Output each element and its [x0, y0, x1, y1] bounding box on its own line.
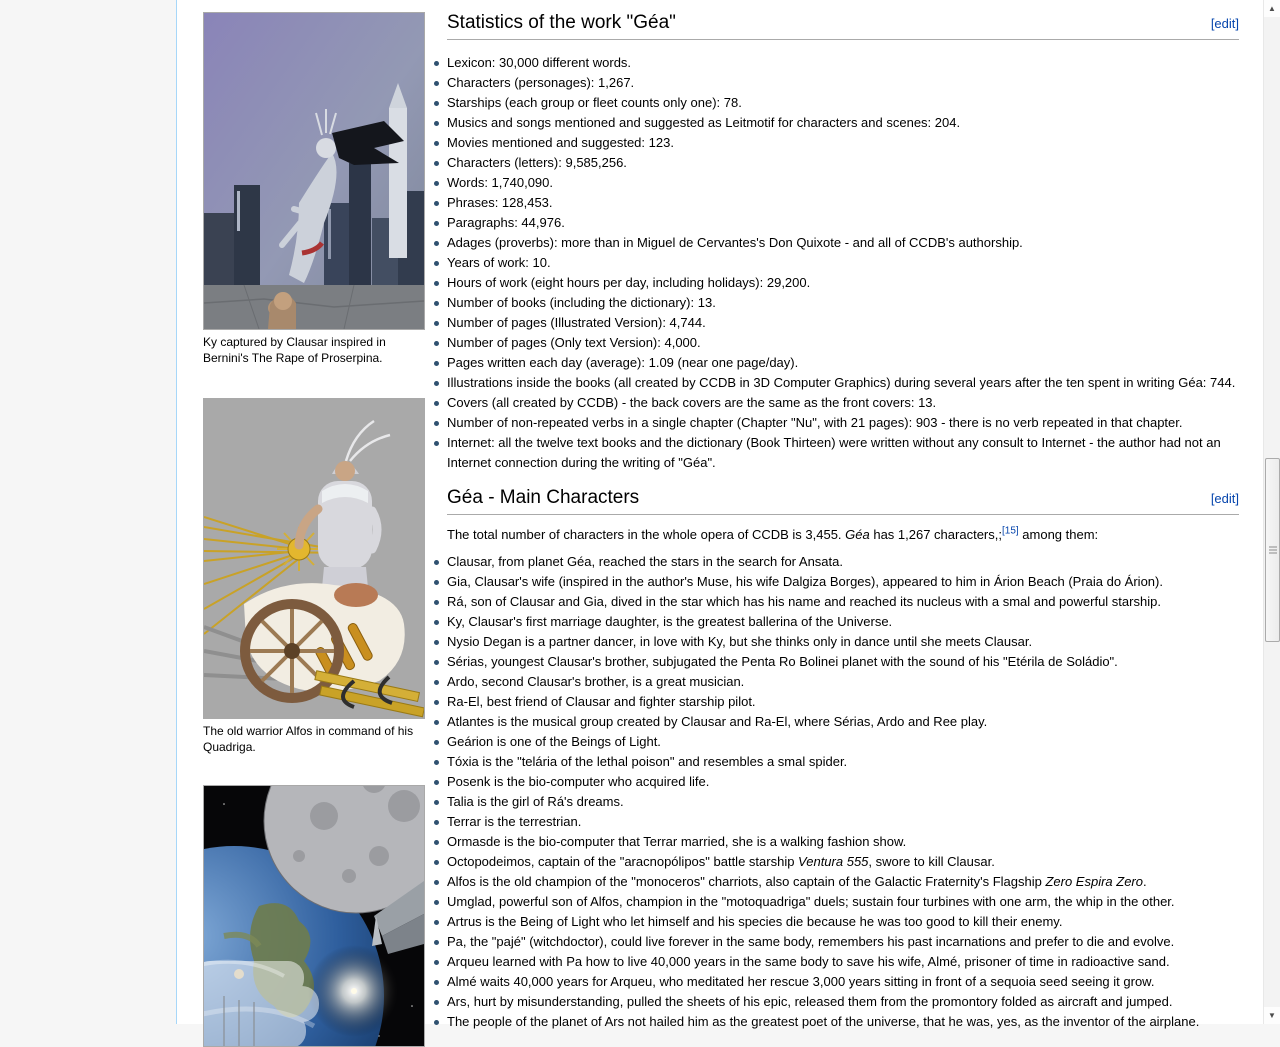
list-item: Tóxia is the "telária of the lethal poison" and resembles a smal spider.	[447, 752, 1239, 772]
list-item: Number of pages (Only text Version): 4,000.	[447, 333, 1239, 353]
image-earth-moon-space[interactable]	[203, 785, 425, 1047]
figure-caption: Ky captured by Clausar inspired in Bernini's The Rape of Proserpina.	[203, 335, 386, 365]
section-statistics	[447, 12, 1239, 473]
list-item: Ars, hurt by misunderstanding, pulled the sheets of his epic, released them from the promontory folded as aircraft and jumped.	[447, 992, 1239, 1012]
figure-earth-moon	[203, 785, 425, 1047]
list-item: Internet: all the twelve text books and the dictionary (Book Thirteen) were written without any consult to Internet - the author had not an Internet connection during the writing of "Géa".	[447, 433, 1239, 473]
list-item: Geárion is one of the Beings of Light.	[447, 732, 1239, 752]
reference-link[interactable]: [15]	[1001, 525, 1019, 537]
list-item: Almé waits 40,000 years for Arqueu, who meditated her rescue 3,000 years sitting in front of a sequoia seed seeing it grow.	[447, 972, 1239, 992]
article-content-area	[176, 0, 1263, 1029]
list-item: Number of non-repeated verbs in a single chapter (Chapter "Nu", with 21 pages): 903 - there is no verb repeated in that chapter.	[447, 413, 1239, 433]
scrollbar-thumb[interactable]	[1265, 458, 1280, 642]
characters-list	[447, 552, 1239, 1032]
list-item: Alfos is the old champion of the "monoceros" charriots, also captain of the Galactic Fraternity's Flagship Zero Espira Zero.	[447, 872, 1239, 892]
section-main-characters	[447, 487, 1239, 1032]
figure-alfos-quadriga	[203, 398, 425, 755]
edit-link[interactable]: [edit]	[1210, 491, 1239, 506]
list-item: Clausar, from planet Géa, reached the stars in the search for Ansata.	[447, 552, 1239, 572]
list-item: The people of the planet of Ars not hailed him as the greatest poet of the universe, that he was, yes, as the inventor of the airplane.	[447, 1012, 1239, 1032]
list-item: Ky, Clausar's first marriage daughter, is the greatest ballerina of the Universe.	[447, 612, 1239, 632]
edit-link[interactable]: [edit]	[1210, 16, 1239, 31]
list-item: Illustrations inside the books (all created by CCDB in 3D Computer Graphics) during several years after the ten spent in writing Géa: 744.	[447, 373, 1239, 393]
section-heading-statistics	[447, 12, 1239, 40]
list-item: Characters (personages): 1,267.	[447, 73, 1239, 93]
figures-column	[203, 12, 425, 1047]
list-item: Paragraphs: 44,976.	[447, 213, 1239, 233]
scroll-up-icon: ▲	[1268, 4, 1276, 13]
list-item: Gia, Clausar's wife (inspired in the author's Muse, his wife Dalgiza Borges), appeared to him in Árion Beach (Praia do Árion).	[447, 572, 1239, 592]
list-item: Posenk is the bio-computer who acquired life.	[447, 772, 1239, 792]
scroll-down-icon: ▼	[1268, 1011, 1276, 1020]
article-text-column	[447, 12, 1239, 1032]
list-item: Number of books (including the dictionary): 13.	[447, 293, 1239, 313]
list-item: Number of pages (Illustrated Version): 4,744.	[447, 313, 1239, 333]
list-item: Nysio Degan is a partner dancer, in love with Ky, but she thinks only in dance until she meets Clausar.	[447, 632, 1239, 652]
list-item: Adages (proverbs): more than in Miguel de Cervantes's Don Quixote - and all of CCDB's authorship.	[447, 233, 1239, 253]
list-item: Hours of work (eight hours per day, including holidays): 29,200.	[447, 273, 1239, 293]
list-item: Musics and songs mentioned and suggested as Leitmotif for characters and scenes: 204.	[447, 113, 1239, 133]
list-item: Rá, son of Clausar and Gia, dived in the star which has his name and reached its nucleus with a smal and powerful starship.	[447, 592, 1239, 612]
list-item: Atlantes is the musical group created by Clausar and Ra-El, where Sérias, Ardo and Ree play.	[447, 712, 1239, 732]
list-item: Starships (each group or fleet counts only one): 78.	[447, 93, 1239, 113]
list-item: Pages written each day (average): 1.09 (near one page/day).	[447, 353, 1239, 373]
scroll-up-button[interactable]	[1264, 0, 1280, 17]
list-item: Covers (all created by CCDB) - the back covers are the same as the front covers: 13.	[447, 393, 1239, 413]
figure-ky-clausar	[203, 12, 425, 366]
list-item: Movies mentioned and suggested: 123.	[447, 133, 1239, 153]
list-item: Lexicon: 30,000 different words.	[447, 53, 1239, 73]
image-ky-clausar-city[interactable]	[203, 12, 425, 330]
list-item: Years of work: 10.	[447, 253, 1239, 273]
section-title: Géa - Main Characters	[447, 487, 640, 508]
list-item: Umglad, powerful son of Alfos, champion in the "motoquadriga" duels; sustain four turbines with one arm, the whip in the other.	[447, 892, 1239, 912]
section-title: Statistics of the work "Géa"	[447, 12, 676, 33]
list-item: Pa, the "pajé" (witchdoctor), could live forever in the same body, remembers his past incarnations and prefer to die and evolve.	[447, 932, 1239, 952]
list-item: Characters (letters): 9,585,256.	[447, 153, 1239, 173]
section-heading-characters	[447, 487, 1239, 515]
list-item: Ra-El, best friend of Clausar and fighter starship pilot.	[447, 692, 1239, 712]
list-item: Artrus is the Being of Light who let himself and his species die because he was too good to kill their enemy.	[447, 912, 1239, 932]
list-item: Words: 1,740,090.	[447, 173, 1239, 193]
list-item: Talia is the girl of Rá's dreams.	[447, 792, 1239, 812]
list-item: Arqueu learned with Pa how to live 40,000 years in the same body to save his wife, Almé, prisoner of time in radioactive sand.	[447, 952, 1239, 972]
characters-intro-paragraph: The total number of characters in the whole opera of CCDB is 3,455. Géa has 1,267 characters,;[15] among them:	[447, 525, 1099, 542]
list-item: Octopodeimos, captain of the "aracnopólipos" battle starship Ventura 555, swore to kill Clausar.	[447, 852, 1239, 872]
list-item: Phrases: 128,453.	[447, 193, 1239, 213]
list-item: Terrar is the terrestrian.	[447, 812, 1239, 832]
vertical-scrollbar[interactable]	[1263, 0, 1280, 1024]
figure-caption: The old warrior Alfos in command of his Quadriga.	[203, 724, 414, 754]
scrollbar-grip-icon	[1269, 547, 1277, 554]
list-item: Ardo, second Clausar's brother, is a great musician.	[447, 672, 1239, 692]
list-item: Ormasde is the bio-computer that Terrar married, she is a walking fashion show.	[447, 832, 1239, 852]
image-alfos-quadriga[interactable]	[203, 398, 425, 719]
scroll-down-button[interactable]	[1264, 1007, 1280, 1024]
list-item: Sérias, youngest Clausar's brother, subjugated the Penta Ro Bolinei planet with the sound of his "Etérila de Soládio".	[447, 652, 1239, 672]
statistics-list	[447, 53, 1239, 473]
